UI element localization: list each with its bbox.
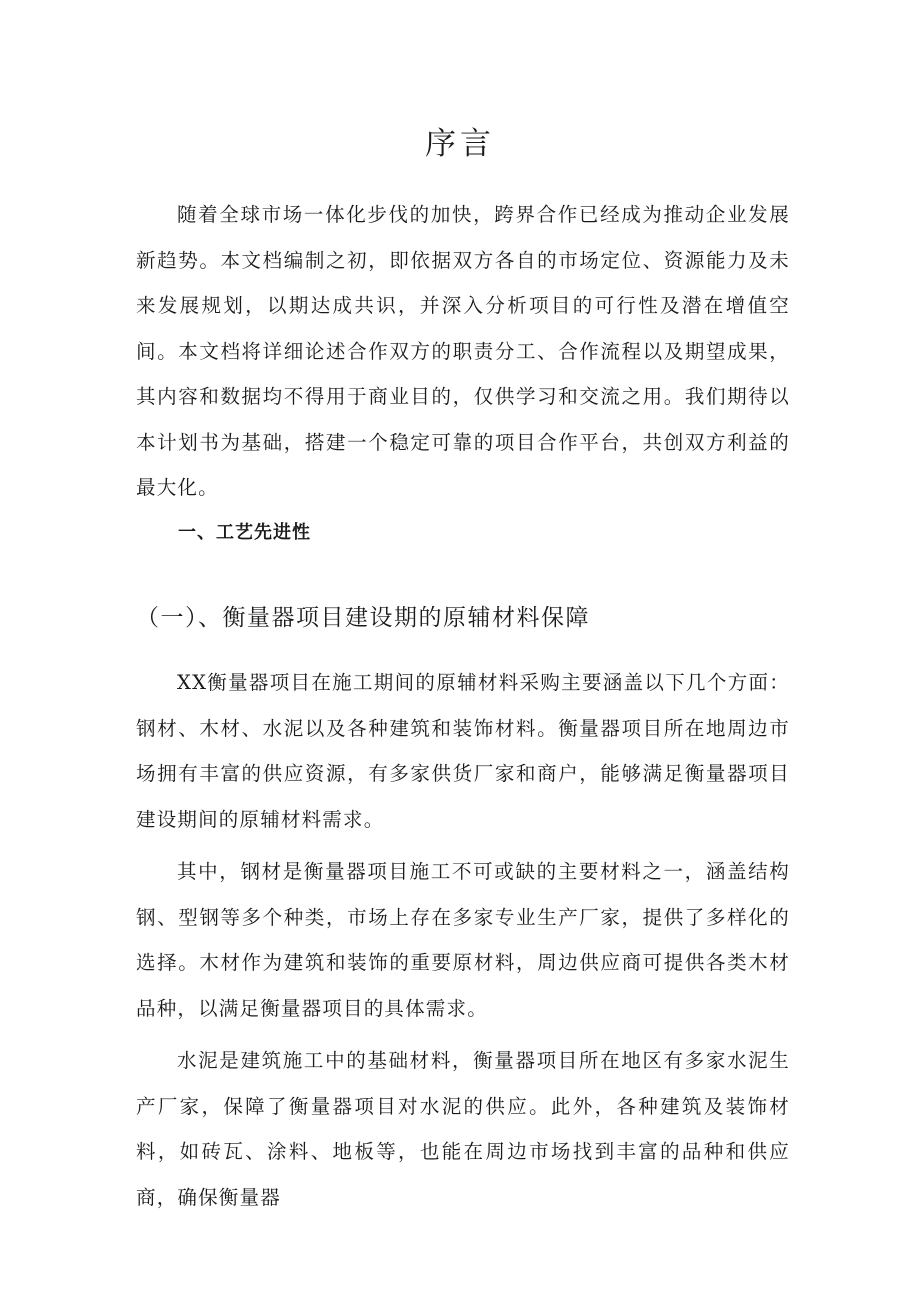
body-paragraph-1: XX衡量器项目在施工期间的原辅材料采购主要涵盖以下几个方面：钢材、木材、水泥以及各种建筑和装饰材料。衡量器项目所在地周边市场拥有丰富的供应资源，有多家供货厂家和商户，能够满足衡量器项目建设期间的原辅材料需求。 — [136, 671, 790, 831]
body-paragraph-3: 水泥是建筑施工中的基础材料，衡量器项目所在地区有多家水泥生产厂家，保障了衡量器项目对水泥的供应。此外，各种建筑及装饰材料，如砖瓦、涂料、地板等，也能在周边市场找到丰富的品种和供应商，确保衡量器 — [136, 1049, 790, 1209]
preface-paragraph: 随着全球市场一体化步伐的加快，跨界合作已经成为推动企业发展新趋势。本文档编制之初，即依据双方各自的市场定位、资源能力及未来发展规划，以期达成共识，并深入分析项目的可行性及潜在增值空间。本文档将详细论述合作双方的职责分工、合作流程以及期望成果，其内容和数据均不得用于商业目的，仅供学习和交流之用。我们期待以本计划书为基础，搭建一个稳定可靠的项目合作平台，共创双方利益的最大化。 — [136, 203, 790, 499]
section-heading: 一、工艺先进性 — [178, 522, 311, 543]
page-title: 序言 — [425, 126, 495, 162]
subsection-heading: （一）、衡量器项目建设期的原辅材料保障 — [136, 605, 590, 631]
body-paragraph-2: 其中，钢材是衡量器项目施工不可或缺的主要材料之一，涵盖结构钢、型钢等多个种类，市场上存在多家专业生产厂家，提供了多样化的选择。木材作为建筑和装饰的重要原材料，周边供应商可提供各类木材品种，以满足衡量器项目的具体需求。 — [136, 860, 790, 1020]
